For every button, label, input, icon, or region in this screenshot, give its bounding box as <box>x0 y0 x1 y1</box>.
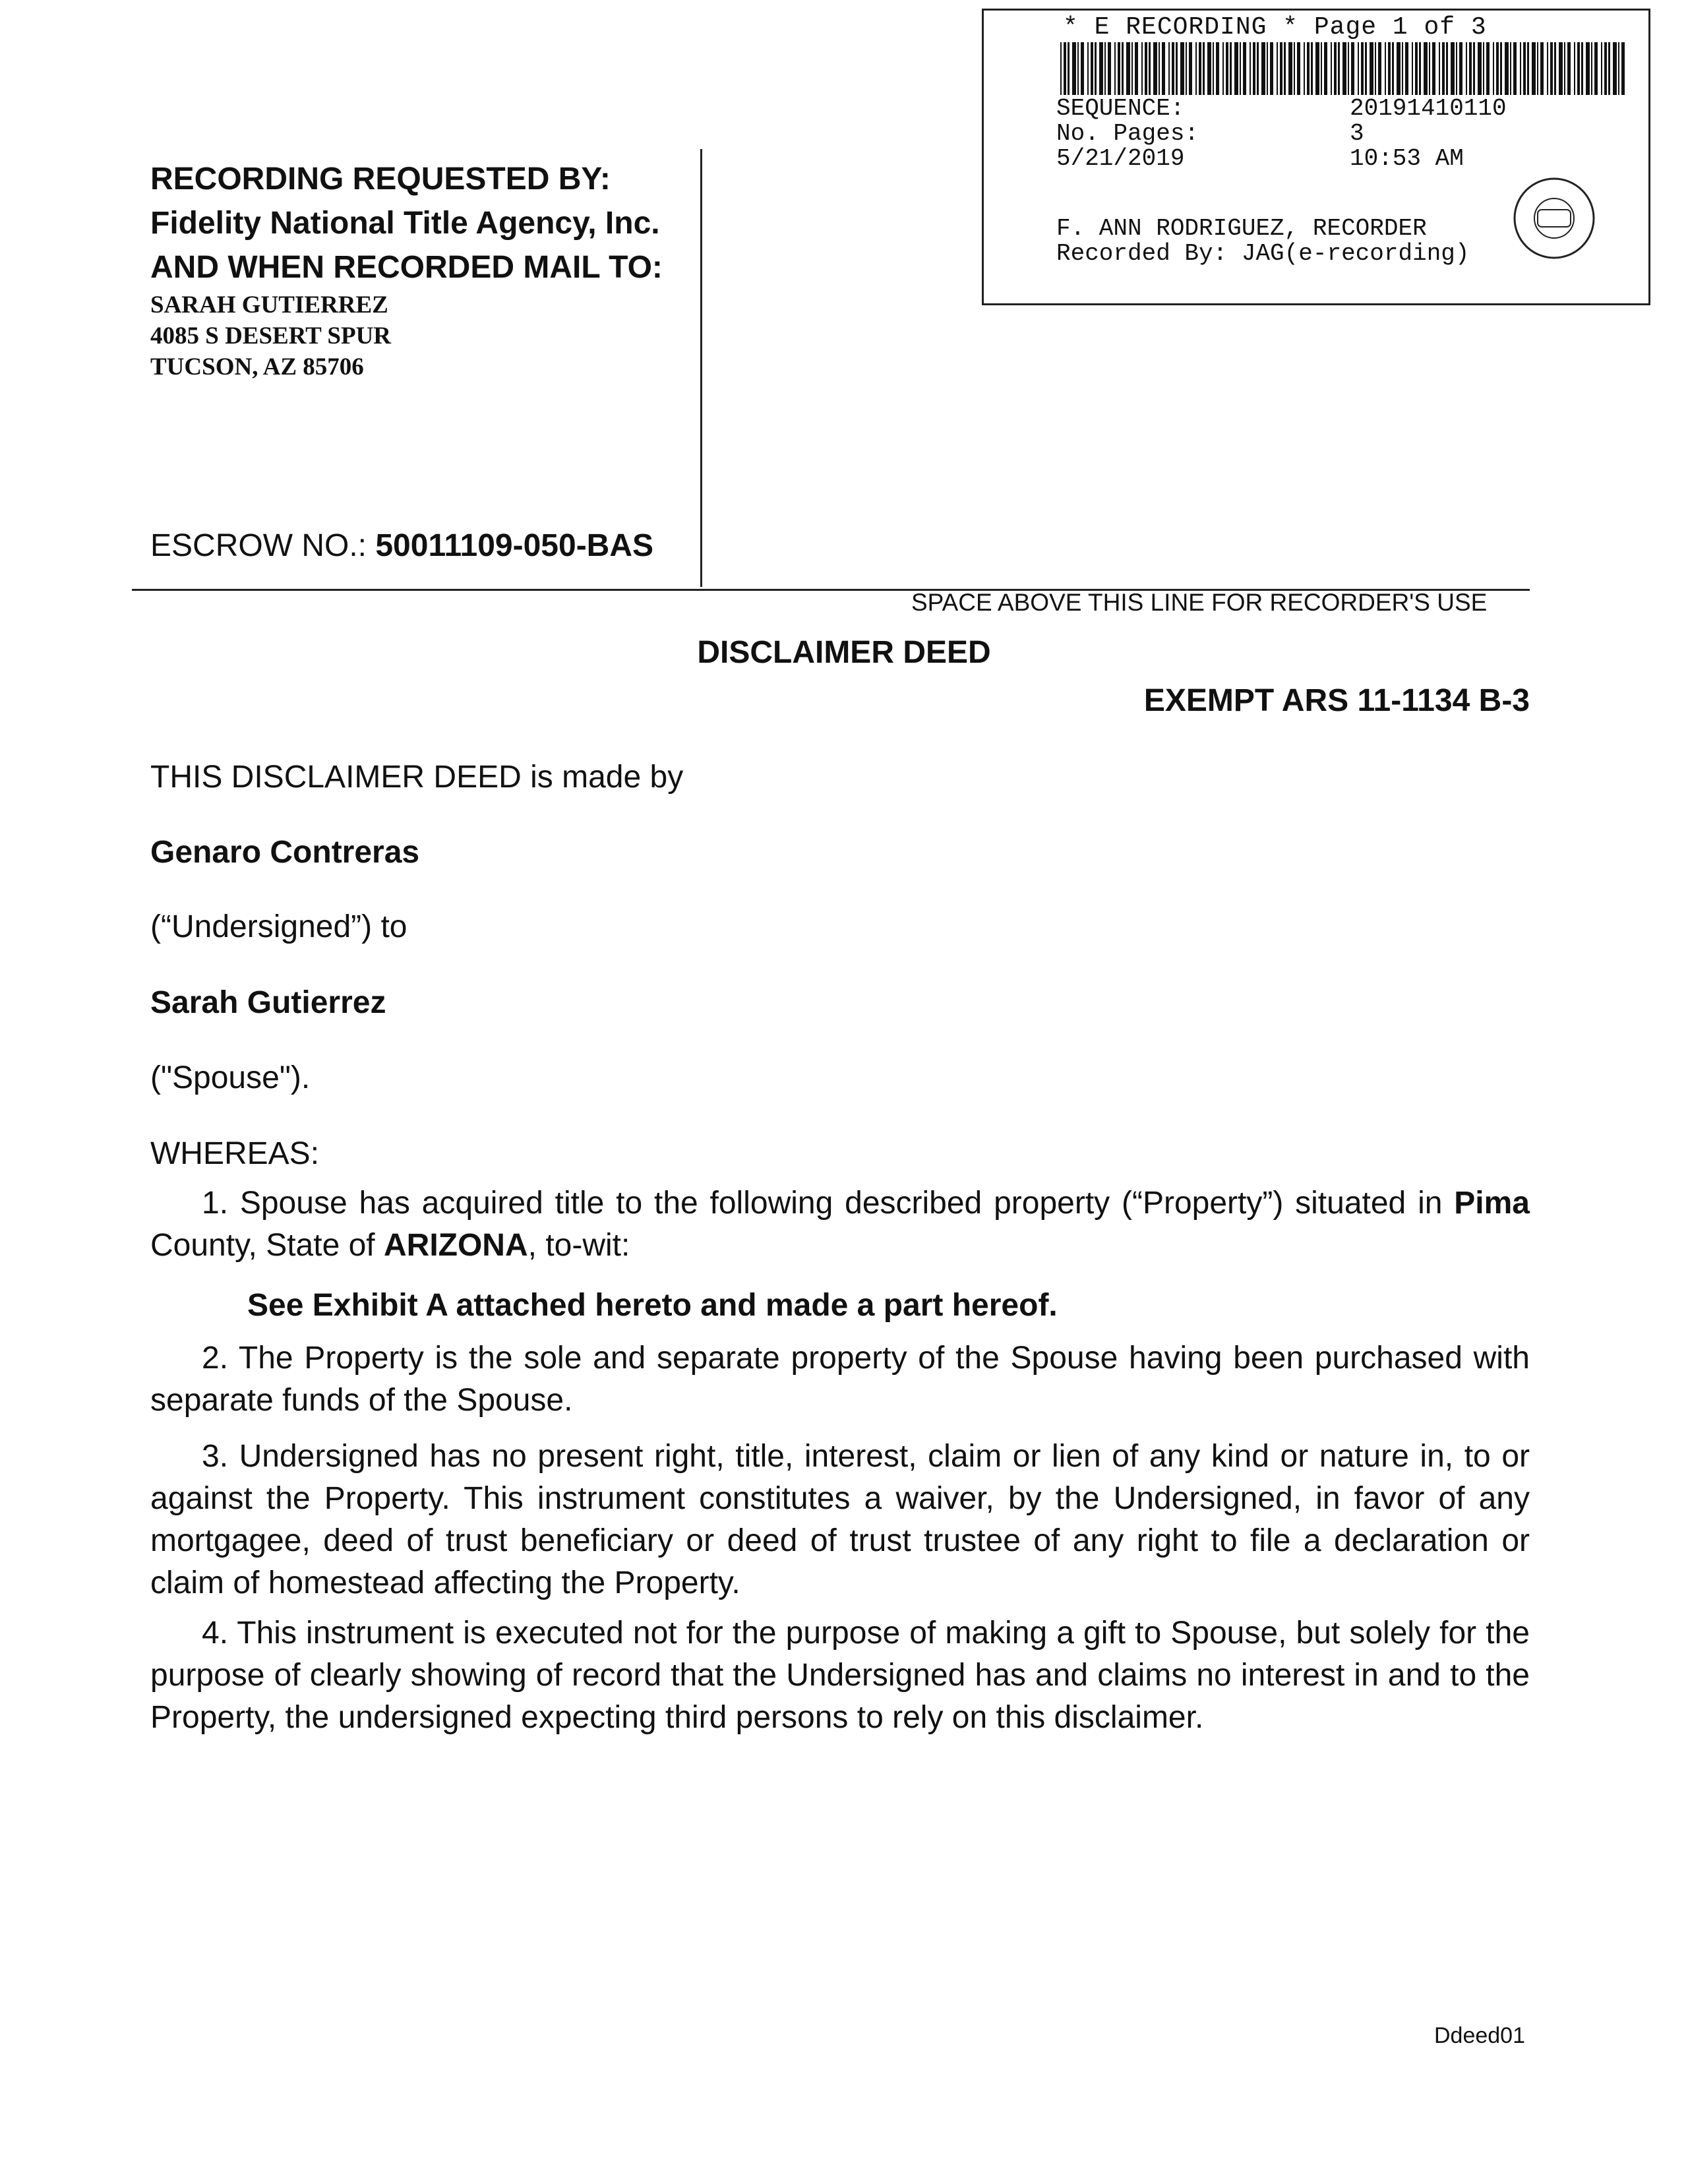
item-1-mid: County, State of <box>150 1228 384 1263</box>
item-1-state: ARIZONA <box>383 1228 528 1263</box>
see-exhibit-note: See Exhibit A attached hereto and made a part hereof. <box>247 1288 1058 1323</box>
barcode-icon <box>1060 42 1627 95</box>
recording-time: 10:53 AM <box>1350 145 1464 172</box>
undersigned-label: (“Undersigned”) to <box>150 909 407 944</box>
recorder-name: F. ANN RODRIGUEZ, RECORDER <box>1056 215 1427 242</box>
document-title: DISCLAIMER DEED <box>697 635 991 670</box>
escrow-label: ESCROW NO.: <box>150 528 367 563</box>
requested-by-company: Fidelity National Title Agency, Inc. <box>150 206 660 241</box>
item-3-text: 3. Undersigned has no present right, title, interest, claim or lien of any kind or nature in, to or against the Property. This instrument constitutes a waiver, by the Undersigned, in favor of any mortgagee, deed of trust beneficiary or deed of trust trustee of any right to file a declaration or claim of homestead affecting the Property. <box>150 1439 1530 1600</box>
whereas-item-2 <box>150 1337 1530 1422</box>
mail-to-street: 4085 S DESERT SPUR <box>150 322 392 349</box>
mail-to-label: AND WHEN RECORDED MAIL TO: <box>150 250 663 285</box>
item-1-end: , to-wit: <box>528 1228 630 1263</box>
pages-value: 3 <box>1350 120 1364 147</box>
spouse-name: Sarah Gutierrez <box>150 985 386 1020</box>
mail-to-city: TUCSON, AZ 85706 <box>150 353 364 380</box>
mail-to-name: SARAH GUTIERREZ <box>150 291 388 318</box>
deed-intro: THIS DISCLAIMER DEED is made by <box>150 760 684 795</box>
whereas-item-1 <box>150 1182 1530 1267</box>
county-recorder-seal-icon <box>1511 175 1597 261</box>
whereas-item-3 <box>150 1436 1530 1604</box>
spouse-label: ("Spouse"). <box>150 1060 311 1095</box>
vertical-divider <box>700 149 702 587</box>
exempt-statute: EXEMPT ARS 11-1134 B-3 <box>1143 683 1530 718</box>
recorded-by: Recorded By: JAG(e-recording) <box>1056 240 1470 267</box>
whereas-item-4 <box>150 1612 1530 1739</box>
escrow-number: 50011109-050-BAS <box>375 528 654 563</box>
pages-label: No. Pages: <box>1056 120 1199 147</box>
item-1-text: 1. Spouse has acquired title to the following described property (“Property”) situated in <box>202 1186 1443 1221</box>
sequence-label: SEQUENCE: <box>1056 95 1185 122</box>
recorder-use-note: SPACE ABOVE THIS LINE FOR RECORDER'S USE <box>911 589 1488 616</box>
recorder-stamp-box <box>982 9 1650 305</box>
undersigned-name: Genaro Contreras <box>150 835 420 870</box>
item-1-county: Pima <box>1454 1186 1530 1221</box>
recording-date: 5/21/2019 <box>1056 145 1185 172</box>
whereas-heading: WHEREAS: <box>150 1136 320 1171</box>
form-code: Ddeed01 <box>1433 2023 1525 2048</box>
requested-by-label: RECORDING REQUESTED BY: <box>150 162 611 197</box>
sequence-value: 20191410110 <box>1350 95 1507 122</box>
item-2-text: 2. The Property is the sole and separate property of the Spouse having been purchased with separate funds of the Spouse. <box>150 1341 1530 1418</box>
recording-header: * E RECORDING * Page 1 of 3 <box>1063 13 1487 42</box>
item-4-text: 4. This instrument is executed not for the purpose of making a gift to Spouse, but solely for the purpose of clearly showing of record that the Undersigned has and claims no interest in and to the Property, the undersigned expecting third persons to rely on this disclaimer. <box>150 1616 1530 1735</box>
escrow-number-line <box>150 528 653 564</box>
recording-request-block <box>150 157 691 382</box>
